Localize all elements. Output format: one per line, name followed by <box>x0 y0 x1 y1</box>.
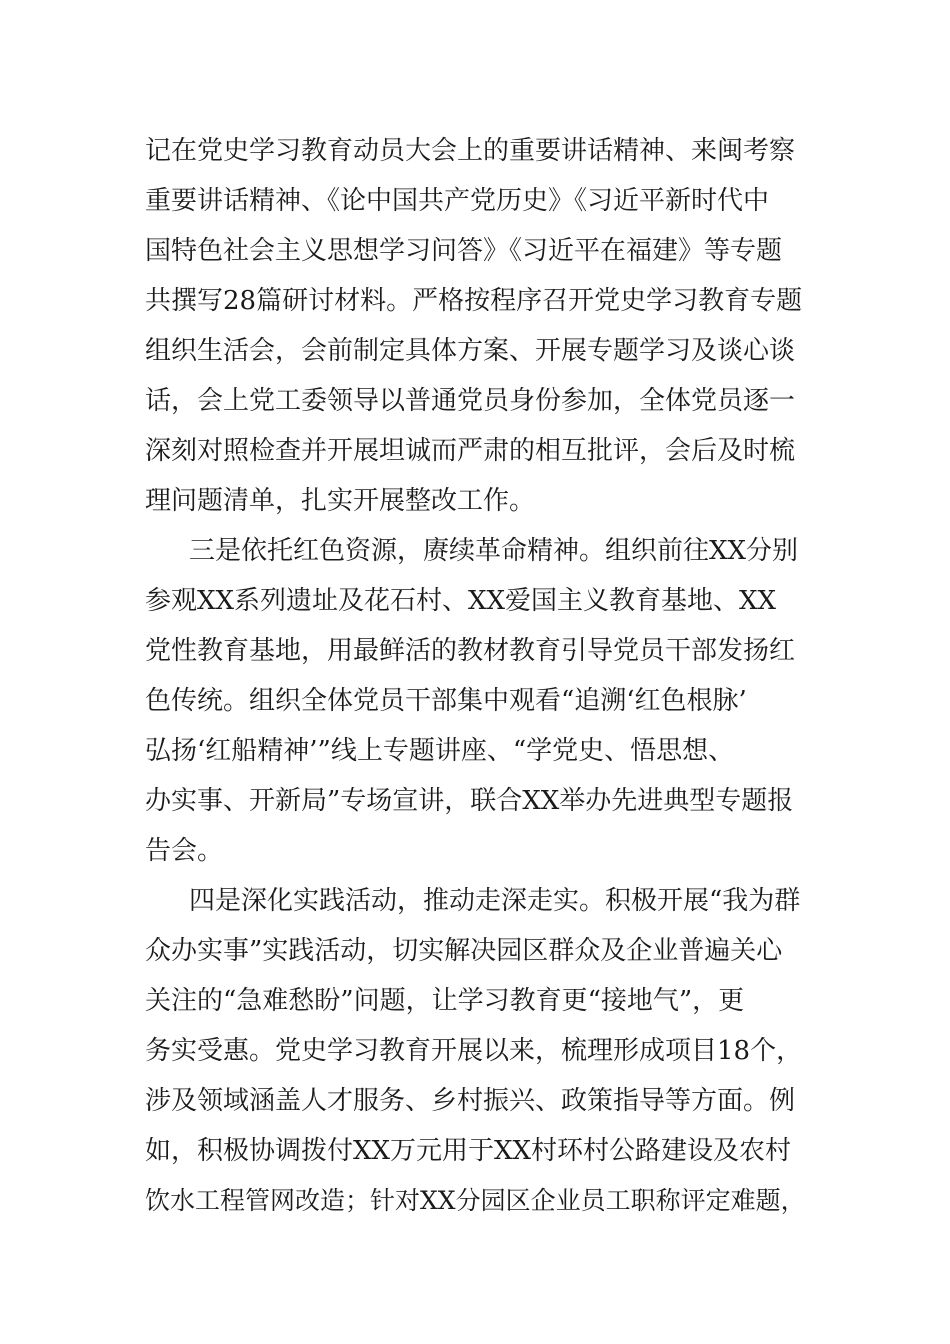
text-line: 众办实事”实践活动，切实解决园区群众及企业普遍关心 <box>145 936 783 966</box>
text-line: 话，会上党工委领导以普通党员身份参加，全体党员逐一 <box>145 386 796 416</box>
text-line: 参观XX系列遗址及花石村、XX爱国主义教育基地、XX <box>145 586 777 616</box>
paragraph-start-line: 四是深化实践活动，推动走深走实。积极开展“我为群 <box>189 886 801 916</box>
text-line: 饮水工程管网改造；针对XX分园区企业员工职称评定难题， <box>145 1186 806 1215</box>
text-line: 记在党史学习教育动员大会上的重要讲话精神、来闽考察 <box>145 136 796 166</box>
text-line: 深刻对照检查并开展坦诚而严肃的相互批评，会后及时梳 <box>145 436 796 466</box>
text-line: 务实受惠。党史学习教育开展以来，梳理形成项目18个， <box>145 1036 803 1066</box>
text-line: 弘扬‘红船精神’”线上专题讲座、“学党史、悟思想、 <box>145 736 735 766</box>
text-line: 涉及领域涵盖人才服务、乡村振兴、政策指导等方面。例 <box>145 1086 796 1116</box>
text-line: 如，积极协调拨付XX万元用于XX村环村公路建设及农村 <box>145 1136 792 1166</box>
text-line: 告会。 <box>145 836 224 866</box>
body-text <box>145 126 815 1226</box>
text-line: 理问题清单，扎实开展整改工作。 <box>145 486 536 516</box>
paragraph-start-line: 三是依托红色资源，赓续革命精神。组织前往XX分别 <box>189 536 799 566</box>
text-line: 组织生活会，会前制定具体方案、开展专题学习及谈心谈 <box>145 336 796 366</box>
text-line: 国特色社会主义思想学习问答》《习近平在福建》等专题 <box>145 236 783 266</box>
text-line: 共撰写28篇研讨材料。严格按程序召开党史学习教育专题 <box>145 286 803 316</box>
text-line: 办实事、开新局”专场宣讲，联合XX举办先进典型专题报 <box>145 786 794 816</box>
text-line: 重要讲话精神、《论中国共产党历史》《习近平新时代中 <box>145 186 770 216</box>
text-line: 党性教育基地，用最鲜活的教材教育引导党员干部发扬红 <box>145 636 796 666</box>
text-line: 色传统。组织全体党员干部集中观看“追溯‘红色根脉’ <box>145 686 747 716</box>
text-line: 关注的“急难愁盼”问题，让学习教育更“接地气”，更 <box>145 986 745 1016</box>
